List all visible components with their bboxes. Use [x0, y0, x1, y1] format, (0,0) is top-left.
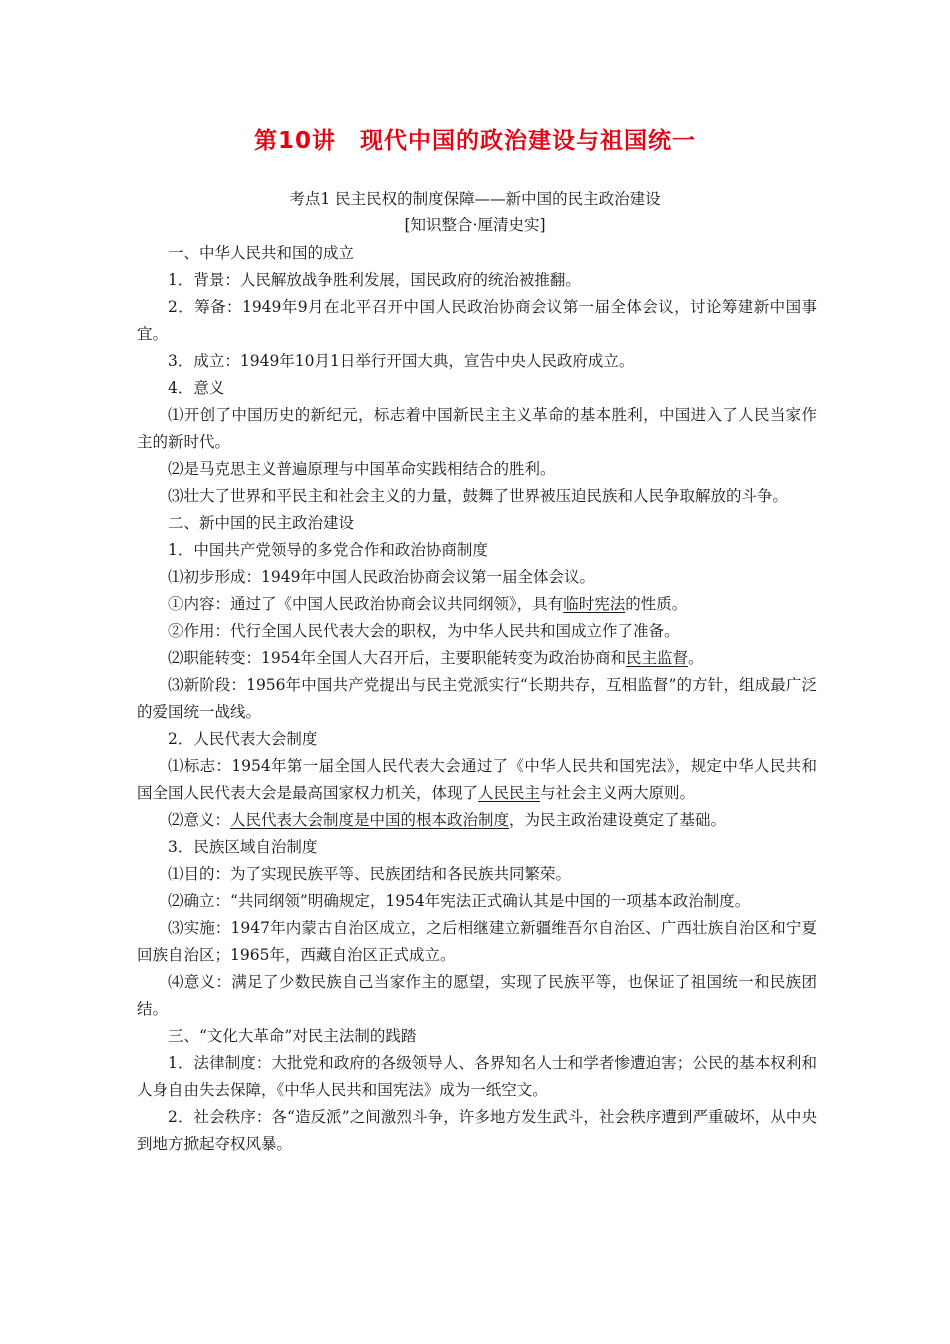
text: 。 [687, 649, 704, 667]
text: ①内容：通过了《中国人民政治协商会议共同纲领》，具有 [168, 595, 564, 613]
section-subtitle: 考点1 民主民权的制度保障——新中国的民主政治建设 [289, 190, 661, 208]
document-body [137, 240, 817, 1158]
paragraph: ⑶新阶段：1956年中国共产党提出与民主党派实行“长期共存，互相监督”的方针，组成最广泛的爱国统一战线。 [137, 676, 817, 721]
paragraph [137, 645, 817, 672]
document-title: 第10讲 现代中国的政治建设与祖国统一 [253, 128, 696, 154]
paragraph: ⑴初步形成：1949年中国人民政治协商会议第一届全体会议。 [168, 568, 595, 586]
paragraph: ⑶实施：1947年内蒙古自治区成立，之后相继建立新疆维吾尔自治区、广西壮族自治区和宁夏回族自治区；1965年，西藏自治区正式成立。 [137, 919, 817, 964]
text: 的性质。 [625, 595, 688, 613]
paragraph: 3．成立：1949年10月1日举行开国大典，宣告中央人民政府成立。 [168, 352, 635, 370]
paragraph: ⑷意义：满足了少数民族自己当家作主的愿望，实现了民族平等，也保证了祖国统一和民族团结。 [137, 973, 817, 1018]
paragraph: 1．背景：人民解放战争胜利发展，国民政府的统治被推翻。 [168, 271, 581, 289]
paragraph: ⑵是马克思主义普遍原理与中国革命实践相结合的胜利。 [168, 460, 556, 478]
heading-1: 一、中华人民共和国的成立 [168, 244, 355, 262]
heading-2: 二、新中国的民主政治建设 [168, 514, 355, 532]
paragraph: ⑵确立：“共同纲领”明确规定，1954年宪法正式确认其是中国的一项基本政治制度。 [168, 892, 751, 910]
underlined-term: 人民代表大会制度是中国的根本政治制度 [230, 811, 510, 829]
text: 与社会主义两大原则。 [540, 784, 696, 802]
text: ⑴标志：1954年第一届全国人民代表大会通过了《中华人民共和国宪法》，规定中华人民共和国全国人民代表大会是最高国家权力机关，体现了 [137, 757, 817, 802]
paragraph: 4．意义 [168, 379, 225, 397]
paragraph [137, 753, 817, 807]
paragraph: ②作用：代行全国人民代表大会的职权，为中华人民共和国成立作了准备。 [168, 622, 680, 640]
paragraph: ⑶壮大了世界和平民主和社会主义的力量，鼓舞了世界被压迫民族和人民争取解放的斗争。 [168, 487, 789, 505]
heading-3: 三、“文化大革命”对民主法制的践踏 [168, 1027, 417, 1045]
section-tag: [知识整合·厘清史实] [404, 216, 546, 234]
paragraph: 2．筹备：1949年9月在北平召开中国人民政治协商会议第一届全体会议，讨论筹建新中国事宜。 [137, 298, 817, 343]
paragraph: 1．中国共产党领导的多党合作和政治协商制度 [168, 541, 488, 559]
paragraph [137, 807, 817, 834]
paragraph: 2．社会秩序：各“造反派”之间激烈斗争，许多地方发生武斗，社会秩序遭到严重破坏，从中央到地方掀起夺权风暴。 [137, 1108, 817, 1153]
text: ⑵职能转变：1954年全国人大召开后，主要职能转变为政治协商和 [168, 649, 626, 667]
text: ，为民主政治建设奠定了基础。 [509, 811, 727, 829]
text: ⑵意义： [168, 811, 231, 829]
paragraph: ⑴开创了中国历史的新纪元，标志着中国新民主主义革命的基本胜利，中国进入了人民当家作主的新时代。 [137, 406, 817, 451]
paragraph: 1．法律制度：大批党和政府的各级领导人、各界知名人士和学者惨遭迫害；公民的基本权利和人身自由失去保障，《中华人民共和国宪法》成为一纸空文。 [137, 1054, 817, 1099]
paragraph: 2．人民代表大会制度 [168, 730, 318, 748]
paragraph: 3．民族区域自治制度 [168, 838, 318, 856]
paragraph [137, 591, 817, 618]
underlined-term: 人民民主 [478, 784, 541, 802]
paragraph: ⑴目的：为了实现民族平等、民族团结和各民族共同繁荣。 [168, 865, 572, 883]
underlined-term: 临时宪法 [563, 595, 626, 613]
underlined-term: 民主监督 [625, 649, 688, 667]
